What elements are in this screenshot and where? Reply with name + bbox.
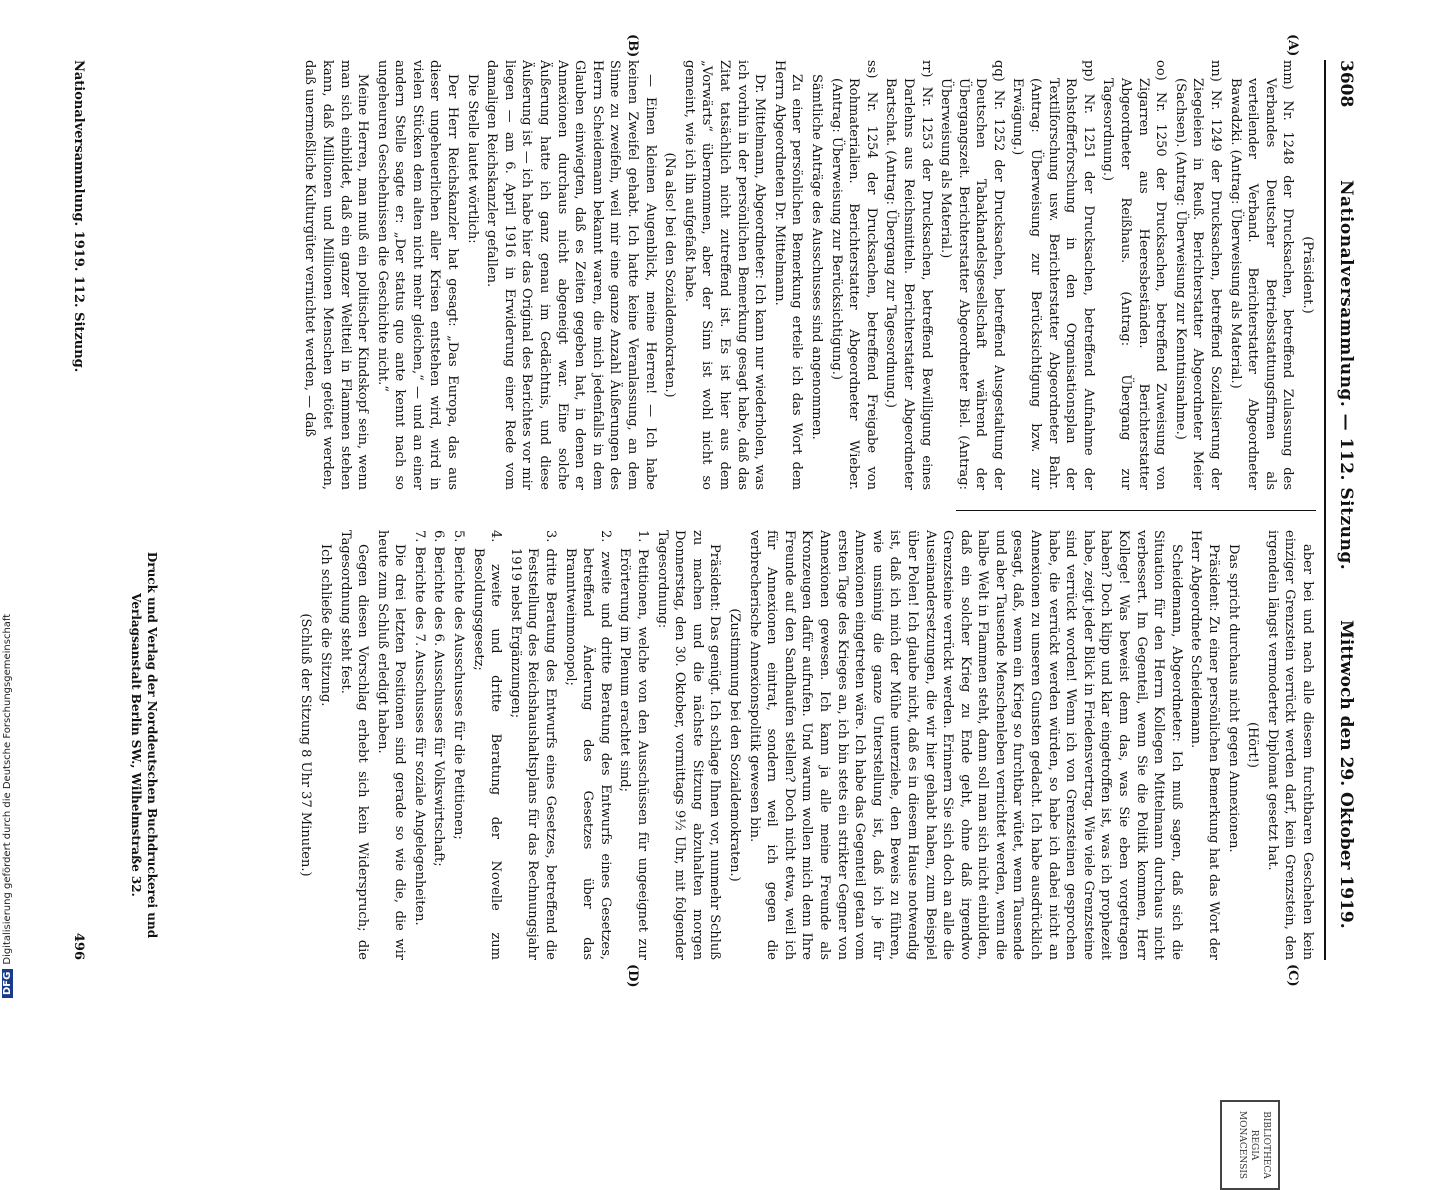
- agenda-item: 2. zweite und dritte Beratung des Entwurfs eines Gesetzes, betreffend Änderung des Gesetzes über das Branntweinmonopol;: [562, 530, 613, 960]
- interjection: (Hört!): [1245, 722, 1261, 768]
- paragraph: Gegen diesen Vorschlag erhebt sich kein Widerspruch; die Tagesordnung steht fest.: [337, 530, 371, 960]
- column-divider: [956, 510, 1316, 511]
- quotation: aber bei und nach alle diesem furchtbaren Geschehen kein einziger Grenzstein verrückt werden darf, kein Grenzstein, den irgendein längst vermoderter Diplomat gesetzt hat.: [1264, 530, 1315, 960]
- library-stamp: BIBLIOTHECA REGIA MONACENSIS: [1220, 1100, 1280, 1190]
- agenda-item: 7. Berichte des 7. Ausschusses für soziale Angelegenheiten.: [411, 530, 427, 926]
- agenda-item: 3. dritte Beratung des Entwurfs eines Gesetzes, betreffend die Feststellung des Reichshaushaltsplans für das Rechnungsjahr 1919 nebst Ergänzungen;: [507, 530, 559, 960]
- list-item: ss) Nr. 1254 der Drucksachen, betreffend Freigabe von Rohmaterialien. Berichterstatter Abgeordneter Wieber. (Antrag: Überweisung zur Berücksichtigung.): [828, 60, 879, 490]
- paragraph: Sämtliche Anträge des Ausschusses sind angenommen.: [808, 74, 824, 440]
- session-date: Mittwoch den 29. Oktober 1919.: [1336, 620, 1356, 929]
- quotation: Meine Herren, man muß ein politischer Kindskopf sein, wenn man sich einbildet, daß ein ganzer Weltteil in Flammen stehen kann, daß Millionen und Millionen Menschen getötet werden, daß unermeßliche Kulturgüter vernichtet werden, — daß: [302, 60, 371, 490]
- list-item: nn) Nr. 1249 der Drucksachen, betreffend Sozialisierung der Ziegeleien in Reuß. Berichterstatter Abgeordneter Meier (Sachsen). (Antrag: Überweisung zur Kenntnisnahme.): [1172, 60, 1224, 490]
- paragraph: Zu einer persönlichen Bemerkung erteile ich das Wort dem Herrn Abgeordneten Dr. Mittelmann.: [771, 60, 805, 490]
- paragraph: Die Stelle lautet wörtlich:: [464, 74, 480, 244]
- footer-page-number: 496: [71, 932, 86, 960]
- speech-paragraph: Scheidemann, Abgeordneter: Ich muß sagen, daß sich die Situation für den Herrn Kollegen Mittelmann durchaus nicht verbessert. Im Gegenteil, wenn Sie die Politik kommen, Herr Kollege! Was beweist denn das, was Sie eben vorgetragen haben? Doch klipp und klar eingetroffen ist, was ich prophezeit habe, zeigt jeder Blick in Friedensvertrag. Wie viele Grenzsteine sind verrückt worden! Wenn ich von Grenzsteinen gesprochen habe, die verrückt werden würden, so habe ich dabei nicht an Annexionen zu unseren Gunsten gedacht. Ich habe ausdrücklich gesagt, daß, wenn ein Krieg so furchtbar wütet, wenn Tausende und aber Tausende Menschenleben vernichtet werden, wenn die halbe Welt in Flammen steht, dann soll man sich nicht einbilden, daß ein solcher Krieg zu Ende geht, ohne daß irgendwo Grenzsteine verrückt werden. Erinnern Sie sich doch an alle die Auseinandersetzungen, die wir hier gehabt haben, zum Beispiel über Polen! Ich glaube nicht, daß es in diesem Hause notwendig ist, daß ich mich der Mühe unterziehe, den Beweis zu führen, wie unsinnig die ganze Unterstellung ist, daß ich je für Annexionen eingetreten wäre. Ich habe das Gegenteil getan vom ersten Tage des Krieges an, ich bin stets ein strikter Gegner von Annexionen gewesen. Ich kann ja alle meine Freunde als Kronzeugen dafür aufrufen. Und warum wollen mich denn Ihre Freunde auf den Sandhaufen stellen? Doch nicht etwa, weil ich für Annexionen eintrat, sondern weil ich gegen die verbrecherische Annexionspolitik gewesen bin.: [746, 530, 1184, 960]
- agenda-item: 4. zweite und dritte Beratung der Novelle zum Besoldungsgesetz;: [470, 530, 504, 960]
- list-item: pp) Nr. 1251 der Drucksachen, betreffend Aufnahme der Rohstofferforschung in den Organisationsplan der Textilforschung usw. Berichterstatter Abgeordneter Bahr. (Antrag: Überweisung zur Berücksichtigung bzw. zur Erwägung.): [1010, 60, 1096, 490]
- margin-marker-c: (C): [1285, 964, 1300, 987]
- agenda-item: 1. Petitionen, welche von den Ausschüssen für ungeeignet zur Erörterung im Plenum erachtet sind;: [617, 530, 651, 960]
- list-item: rr) Nr. 1253 der Drucksachen, betreffend Bewilligung eines Darlehns aus Reichsmitteln. Berichterstatter Abgeordneter Bartschat. (Antrag: Übergang zur Tagesordnung.): [883, 60, 934, 490]
- paragraph: (Präsident.): [1300, 236, 1315, 314]
- interjection: (Zustimmung bei den Sozialdemokraten.): [727, 608, 742, 882]
- page-number: 3608: [1336, 60, 1356, 108]
- left-column: [116, 60, 1316, 490]
- digitization-credit: [2, 0, 13, 998]
- paragraph: Präsident: Das genügt. Ich schlage Ihnen vor, nunmehr Schluß zu machen und die nächste Sitzung abzuhalten morgen Donnerstag, den 30. Oktober, vormittags 9½ Uhr, mit folgender Tagesordnung:: [654, 530, 723, 960]
- dfg-logo-icon: DFG: [2, 969, 13, 998]
- session-title: Nationalversammlung. — 112. Sitzung.: [1336, 180, 1356, 571]
- right-column: [116, 530, 1316, 960]
- agenda-item: 5. Berichte des Ausschusses für die Petitionen;: [451, 530, 467, 840]
- speech-paragraph: Dr. Mittelmann, Abgeordneter: Ich kann nur wiederholen, was ich vorhin in der persönlichen Bemerkung gesagt habe, daß das Zitat tatsächlich nicht zutreffend ist. Es ist hier aus dem „Vorwärts“ übernommen, aber der Sinn ist wohl nicht so gemeint, wie ich ihn aufgefaßt habe.: [681, 60, 768, 490]
- paragraph: Präsident: Zu einer persönlichen Bemerkung hat das Wort der Herr Abgeordnete Scheidemann.: [1188, 530, 1222, 960]
- interjection: (Na also! bei den Sozialdemokraten.): [662, 152, 678, 398]
- footer-session: Nationalversammlung. 1919. 112. Sitzung.: [71, 60, 86, 373]
- credit-text: Digitalisierung gefördert durch die Deutsche Forschungsgemeinschaft: [2, 613, 13, 965]
- margin-marker-b: (B): [625, 34, 640, 58]
- page-header: [1324, 60, 1360, 960]
- page-footer: [60, 60, 90, 960]
- list-item: mm) Nr. 1248 der Drucksachen, betreffend Zulassung des Verbandes Deutscher Betriebsstattungsfirmen als verteilender Verband. Berichterstatter Abgeordneter Bawadzki. (Antrag: Überweisung als Material.): [1227, 60, 1296, 490]
- margin-marker-d: (D): [625, 964, 640, 988]
- paragraph: Ich schließe die Sitzung.: [317, 544, 333, 707]
- agenda-item: 6. Berichte des 6. Ausschusses für Volkswirtschaft;: [431, 530, 447, 867]
- speech-paragraph: — Einen kleinen Augenblick, meine Herren! — Ich habe keinen Zweifel gehabt. Ich hatte keine Veranlassung, an dem Sinne zu zweifeln, weil mir eine ganze Anzahl Äußerungen des Herrn Scheidemann bekannt waren, die mich jedenfalls in dem Glauben einwiegten, daß es Zeiten gegeben hat, in denen er Annexionen durchaus nicht abgeneigt war. Eine solche Äußerung hatte ich ganz genau im Gedächtnis, und diese Äußerung ist — ich habe hier das Original des Berichtes vor mir liegen — am 6. April 1916 in Erwiderung einer Rede vom damaligen Reichskanzler gefallen.: [484, 60, 658, 490]
- paragraph: Das spricht durchaus nicht gegen Annexionen.: [1225, 544, 1241, 853]
- list-item: qq) Nr. 1252 der Drucksachen, betreffend Ausgestaltung der Deutschen Tabakhandelsgesellschaft während der Übergangszeit. Berichterstatter Abgeordneter Biel. (Antrag: Überweisung als Material.): [938, 60, 1006, 490]
- closing-note: (Schluß der Sitzung 8 Uhr 37 Minuten.): [298, 613, 314, 877]
- quotation: Der Herr Reichskanzler hat gesagt: „Das Europa, das aus dieser ungeheuerlichen aller Krisen entstehen wird, wird in vielen Stücken dem alten nicht mehr gleichen,“ — und an einer andern Stelle sagte er: „Der status quo ante kennt nach so ungeheuren Geschehnissen die Geschichte nicht.“: [374, 60, 461, 490]
- list-item: oo) Nr. 1250 der Drucksachen, betreffend Zuweisung von Zigarren aus Heeresbeständen. Berichterstatter Abgeordneter Reißhaus. (Antrag: Übergang zur Tagesordnung.): [1100, 60, 1169, 490]
- paragraph: Die drei letzten Positionen sind gerade so wie die, die wir heute zum Schluß erledigt haben.: [374, 530, 408, 960]
- margin-marker-a: (A): [1285, 34, 1300, 57]
- printer-imprint: Druck und Verlag der Norddeutschen Buchdruckerei und Verlagsanstalt Berlin SW., Wilhelmstraße 32.: [129, 551, 159, 939]
- rotated-page-frame: [60, 34, 1360, 1180]
